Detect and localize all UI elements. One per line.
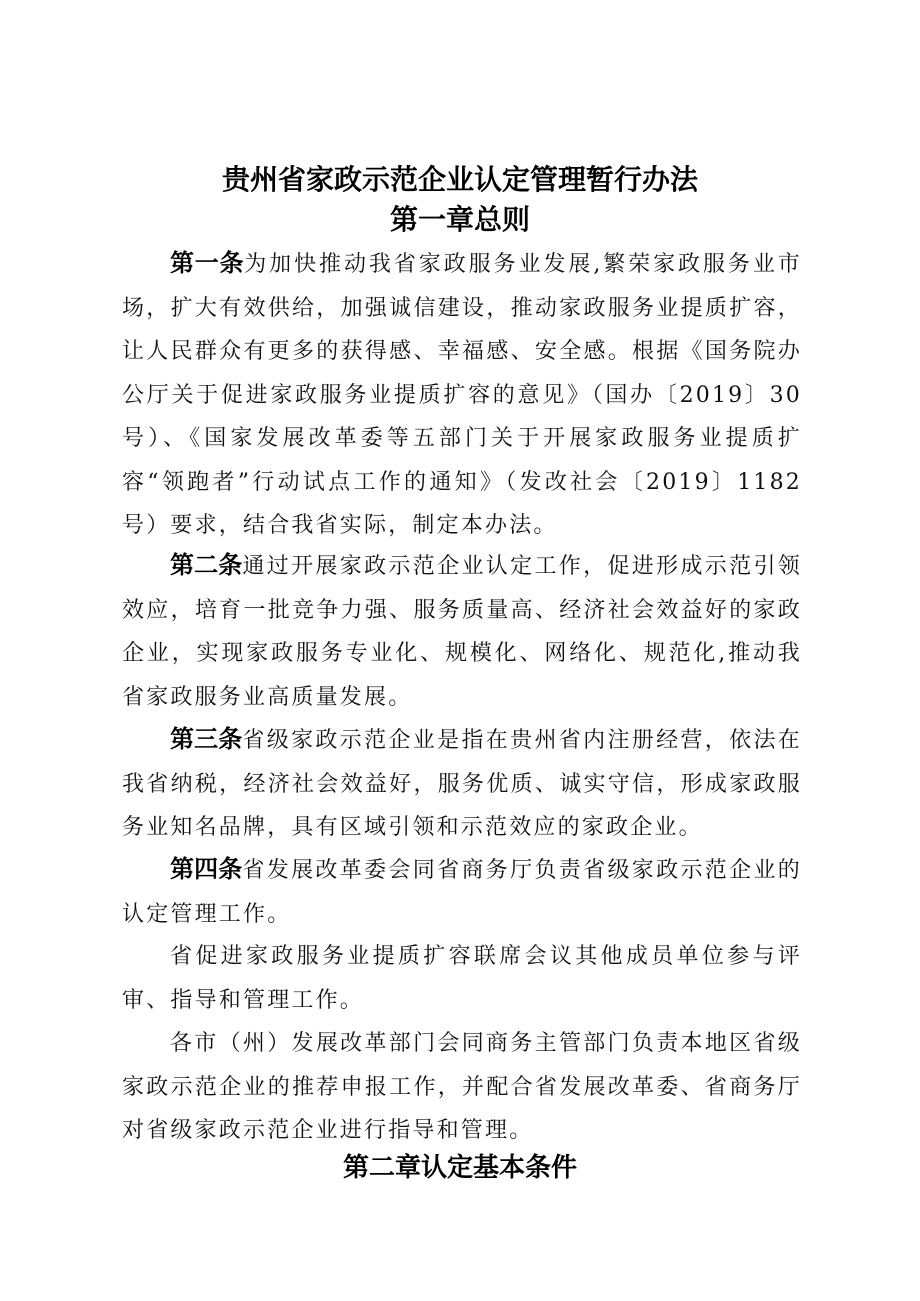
article-4-lead: 第四条 — [170, 855, 243, 883]
article-1-lead: 第一条 — [170, 249, 245, 277]
article-1 — [122, 242, 802, 548]
chapter-2-heading: 第二章认定基本条件 — [342, 1153, 577, 1183]
article-2-text: 通过开展家政示范企业认定工作，促进形成示范引领效应，培育一批竞争力强、服务质量高、经济社会效益好的家政企业，实现家政服务专业化、规模化、网络化、规范化,推动我省家政服务业高质量发展。 — [122, 554, 803, 710]
article-2 — [122, 544, 802, 719]
paragraph-local-departments: 各市（州）发展改革部门会同商务主管部门负责本地区省级家政示范企业的推荐申报工作，并配合省发展改革委、省商务厅对省级家政示范企业进行指导和管理。 — [122, 1031, 802, 1143]
article-4 — [122, 848, 802, 936]
article-2-lead: 第二条 — [170, 551, 243, 579]
article-1-text: 为加快推动我省家政服务业发展,繁荣家政服务业市场，扩大有效供给，加强诚信建设，推动家政服务业提质扩容，让人民群众有更多的获得感、幸福感、安全感。根据《国务院办公厅关于促进家政服务业提质扩容的意见》（国办〔2019〕30号）、《国家发展改革委等五部门关于开展家政服务业提质扩容“领跑者”行动试点工作的通知》（发改社会〔2019〕1182号）要求，结合我省实际，制定本办法。 — [122, 252, 802, 538]
article-3 — [122, 718, 802, 850]
article-3-lead: 第三条 — [170, 725, 243, 753]
paragraph-members: 省促进家政服务业提质扩容联席会议其他成员单位参与评审、指导和管理工作。 — [122, 944, 802, 1013]
article-4-text: 省发展改革委会同省商务厅负责省级家政示范企业的认定管理工作。 — [122, 858, 803, 927]
chapter-1-heading: 第一章总则 — [389, 203, 530, 236]
article-3-text: 省级家政示范企业是指在贵州省内注册经营，依法在我省纳税，经济社会效益好，服务优质、诚实守信，形成家政服务业知名品牌，具有区域引领和示范效应的家政企业。 — [122, 728, 803, 840]
document-title: 贵州省家政示范企业认定管理暂行办法 — [221, 163, 698, 196]
